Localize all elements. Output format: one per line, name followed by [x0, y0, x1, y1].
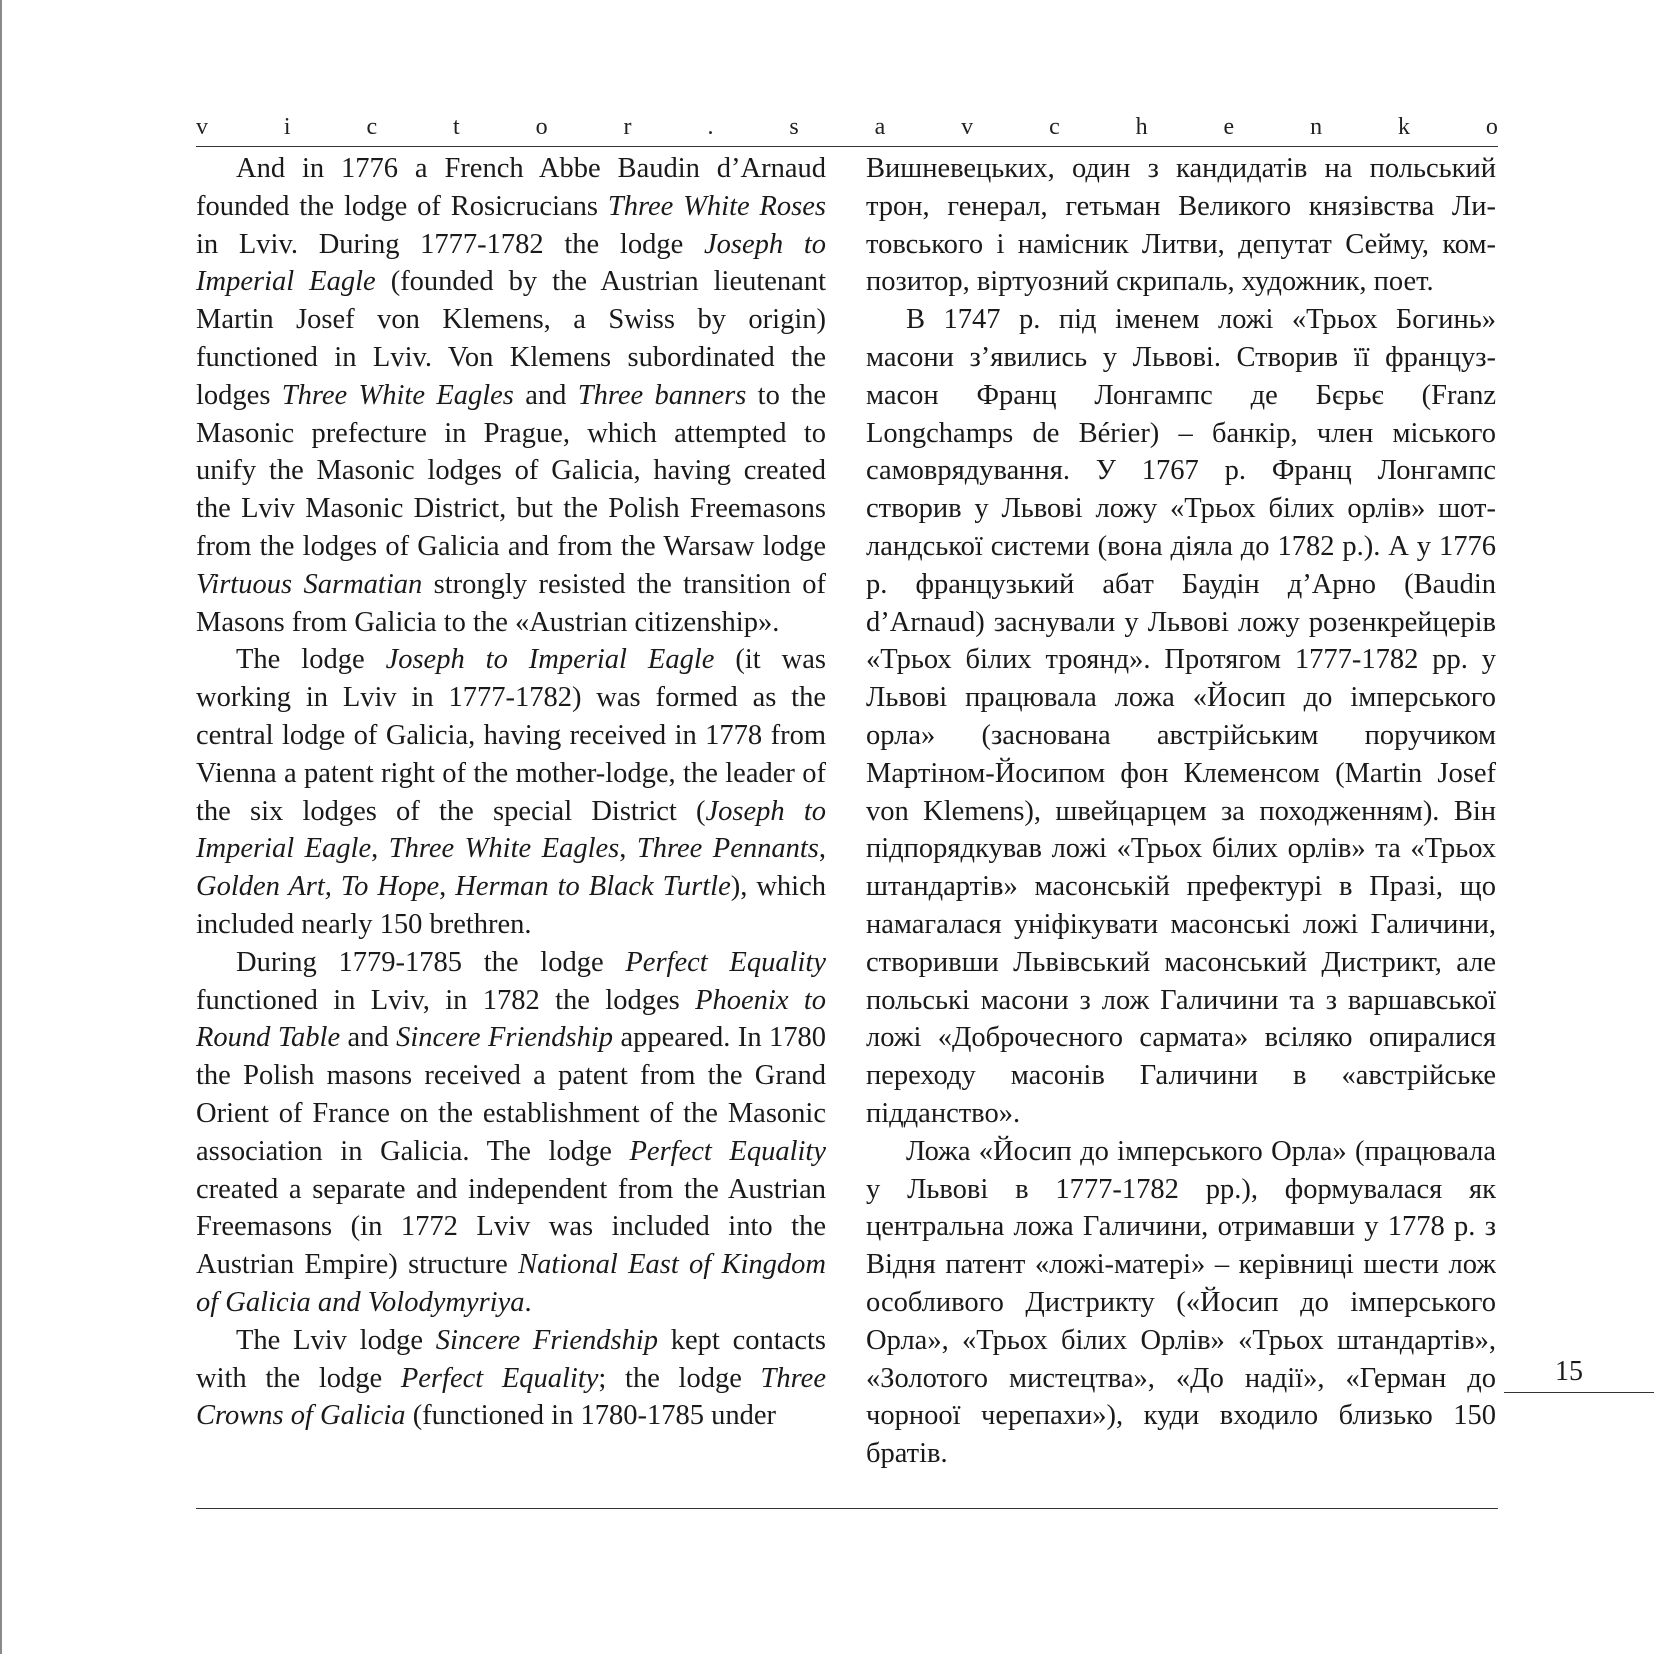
running-head-letter: c	[1049, 113, 1060, 140]
running-head-letter: i	[283, 113, 291, 140]
italic-title: Three White Roses	[607, 190, 827, 222]
running-head-letter: o	[535, 113, 548, 140]
running-head	[196, 112, 1498, 142]
text-run: to the Masonic prefecture in Prague, which attempted to unify the Masonic lodges of Galicia, having created the Lviv Masonic District, but the Polish Freemasons from the lodges of Galicia and from the Warsaw lodge	[196, 379, 826, 562]
running-head-letter: n	[1310, 113, 1323, 140]
page-edge-line	[0, 0, 2, 1654]
text-run: (functioned in 1780-1785 under	[405, 1400, 776, 1432]
italic-title: Three Crowns of Galicia	[196, 1362, 826, 1432]
text-run: functioned in Lviv, in 1782 the lodges	[196, 984, 696, 1016]
italic-title: Golden Art, To Hope	[196, 871, 440, 903]
italic-title: Three White Eagles	[281, 379, 514, 411]
paragraph	[866, 1133, 1496, 1473]
italic-title: Joseph to Imperial Eagle	[196, 228, 826, 298]
paragraph	[196, 944, 826, 1322]
running-head-letter: t	[453, 113, 460, 140]
paragraph	[866, 301, 1496, 1133]
text-run: (it was working in Lviv in 1777-1782) was formed as the central lodge of Galicia, having received in 1778 from Vienna a patent right of the mother-lodge, the leader of the six lodges of the special District (	[196, 644, 826, 827]
running-head-letter: r	[623, 113, 632, 140]
text-run: ,	[619, 833, 637, 865]
text-run: kept contacts with the lodge	[196, 1324, 826, 1394]
italic-title: Perfect Equality	[400, 1362, 599, 1394]
italic-title: Sincere Friendship	[435, 1324, 659, 1356]
text-run: (founded by the Austrian lieutenant Martin Josef von Klemens, a Swiss by origin) functioned in Lviv. Von Klemens subordinated the lodges	[196, 266, 826, 411]
running-head-letter: e	[1223, 113, 1235, 140]
italic-title: Three White Eagles	[388, 833, 620, 865]
running-head-letter: s	[789, 113, 799, 140]
paragraph	[196, 641, 826, 943]
italic-title: Joseph to Imperial Eagle	[196, 795, 826, 865]
text-run: The lodge	[236, 644, 386, 676]
running-head-letter: c	[366, 113, 378, 140]
italic-title: Sincere Friendship	[396, 1022, 614, 1054]
italic-title: Perfect Equality	[625, 946, 826, 978]
page-number: 15	[1555, 1356, 1583, 1387]
header-rule	[196, 146, 1498, 147]
italic-title: Joseph to Imperial Eagle	[385, 644, 715, 676]
text-run: appeared. In 1780 the Polish masons received a patent from the Grand Orient of France on the establishment of the Masonic association in Galicia. The lodge	[196, 1022, 827, 1167]
italic-title: National East of Kingdom of Galicia and Volodymyriya	[196, 1249, 826, 1318]
text-run: ,	[371, 833, 389, 865]
text-run: ; the lodge	[598, 1362, 761, 1394]
running-head-letter: v	[961, 113, 974, 140]
text-run: And in 1776 a French Abbe Baudin d’Arnaud founded the lodge of Rosicrucians	[196, 153, 826, 222]
left-column-english	[196, 150, 826, 1435]
text-run: В 1747 р. під іменем ложі «Трьох Богинь» масони з’явились у Львові. Створив її француз-масон Франц Лонгампс де Бєрьє (Franz Longchamps de Bérier) – банкір, член міського самоврядування. У 1767 р. Франц Лонгампс створив у Львові ложу «Трьох білих орлів» шотландської системи (вона діяла до 1782 р.). А у 1776 р. французький абат Баудін д’Арно (Baudin d’Arnaud) заснували у Львові ложу розенкрейцерів «Трьох білих троянд». Протягом 1777-1782 рр. у Львові працювала ложа «Йосип до імперського орла» (заснована австрійським поручиком Мартіном-Йосипом фон Клеменсом (Martin Josef von Klemens), швейцарцем за походженням). Він підпорядкував ложі «Трьох білих орлів» та «Трьох штандартів» масонській префектурі в Празі, що намагалася уніфікувати масонські ложі Галичини, створивши Львівський масонський Дистрикт, але польські масони з лож Галичини та з варшавської ложі «Доброчесного сармата» всіляко опиралися переходу масонів Галичини в «австрійське підданство».	[866, 304, 1496, 1129]
text-run: Вишневецьких, один з кандидатів на польський трон, генерал, гетьман Великого князівства Литовського і намісник Литви, депутат Сейму, композитор, віртуозний скрипаль, художник, поет.	[866, 153, 1496, 298]
text-run: The Lviv lodge	[236, 1324, 436, 1356]
italic-title: Virtuous Sarmatian	[196, 568, 423, 600]
text-run: Ложа «Йосип до імперського Орла» (працювала у Львові в 1777-1782 рр.), формувалася як центральна ложа Галичини, отримавши у 1778 р. з Відня патент «ложі-матері» – керівниці шести лож особливого Дистрикту («Йосип до імперського Орла», «Трьох білих Орлів» «Трьох штандартів», «Золотого мистецтва», «До надії», «Герман до чорноої черепахи»), куди входило близько 150 братів.	[866, 1135, 1496, 1470]
running-head-letter: .	[707, 113, 714, 140]
running-head-letter: h	[1135, 113, 1148, 140]
page-number-rule	[1504, 1392, 1654, 1393]
running-head-letter: a	[874, 113, 886, 140]
text-run: in Lviv. During 1777-1782 the lodge	[196, 228, 704, 260]
text-run: ,	[439, 871, 456, 903]
text-run: ), which included nearly 150 brethren.	[196, 871, 827, 940]
italic-title: Phoenix to Round Table	[196, 984, 827, 1054]
italic-title: Perfect Equality	[629, 1135, 826, 1167]
running-head-letter: o	[1485, 113, 1498, 140]
text-run: and	[513, 379, 578, 411]
running-head-letter: k	[1398, 113, 1410, 140]
paragraph	[196, 1322, 826, 1435]
paragraph	[866, 150, 1496, 301]
text-run: strongly resisted the transition of Masons from Galicia to the «Austrian citizenship».	[196, 568, 826, 638]
running-head-letter: v	[196, 113, 208, 140]
footer-rule	[196, 1508, 1498, 1509]
text-run: and	[340, 1022, 397, 1054]
paragraph	[196, 150, 826, 641]
italic-title: Three banners	[577, 379, 747, 411]
italic-title: Herman to Black Turtle	[455, 871, 731, 903]
italic-title: Three Pennants	[636, 833, 819, 865]
text-run: ,	[818, 833, 826, 865]
text-run: created a separate and independent from the Austrian Freemasons (in 1772 Lviv was included into the Austrian Empire) structure	[196, 1173, 826, 1281]
text-run: During 1779-1785 the lodge	[236, 946, 626, 978]
text-run: .	[524, 1286, 532, 1318]
right-column-ukrainian	[866, 150, 1496, 1473]
